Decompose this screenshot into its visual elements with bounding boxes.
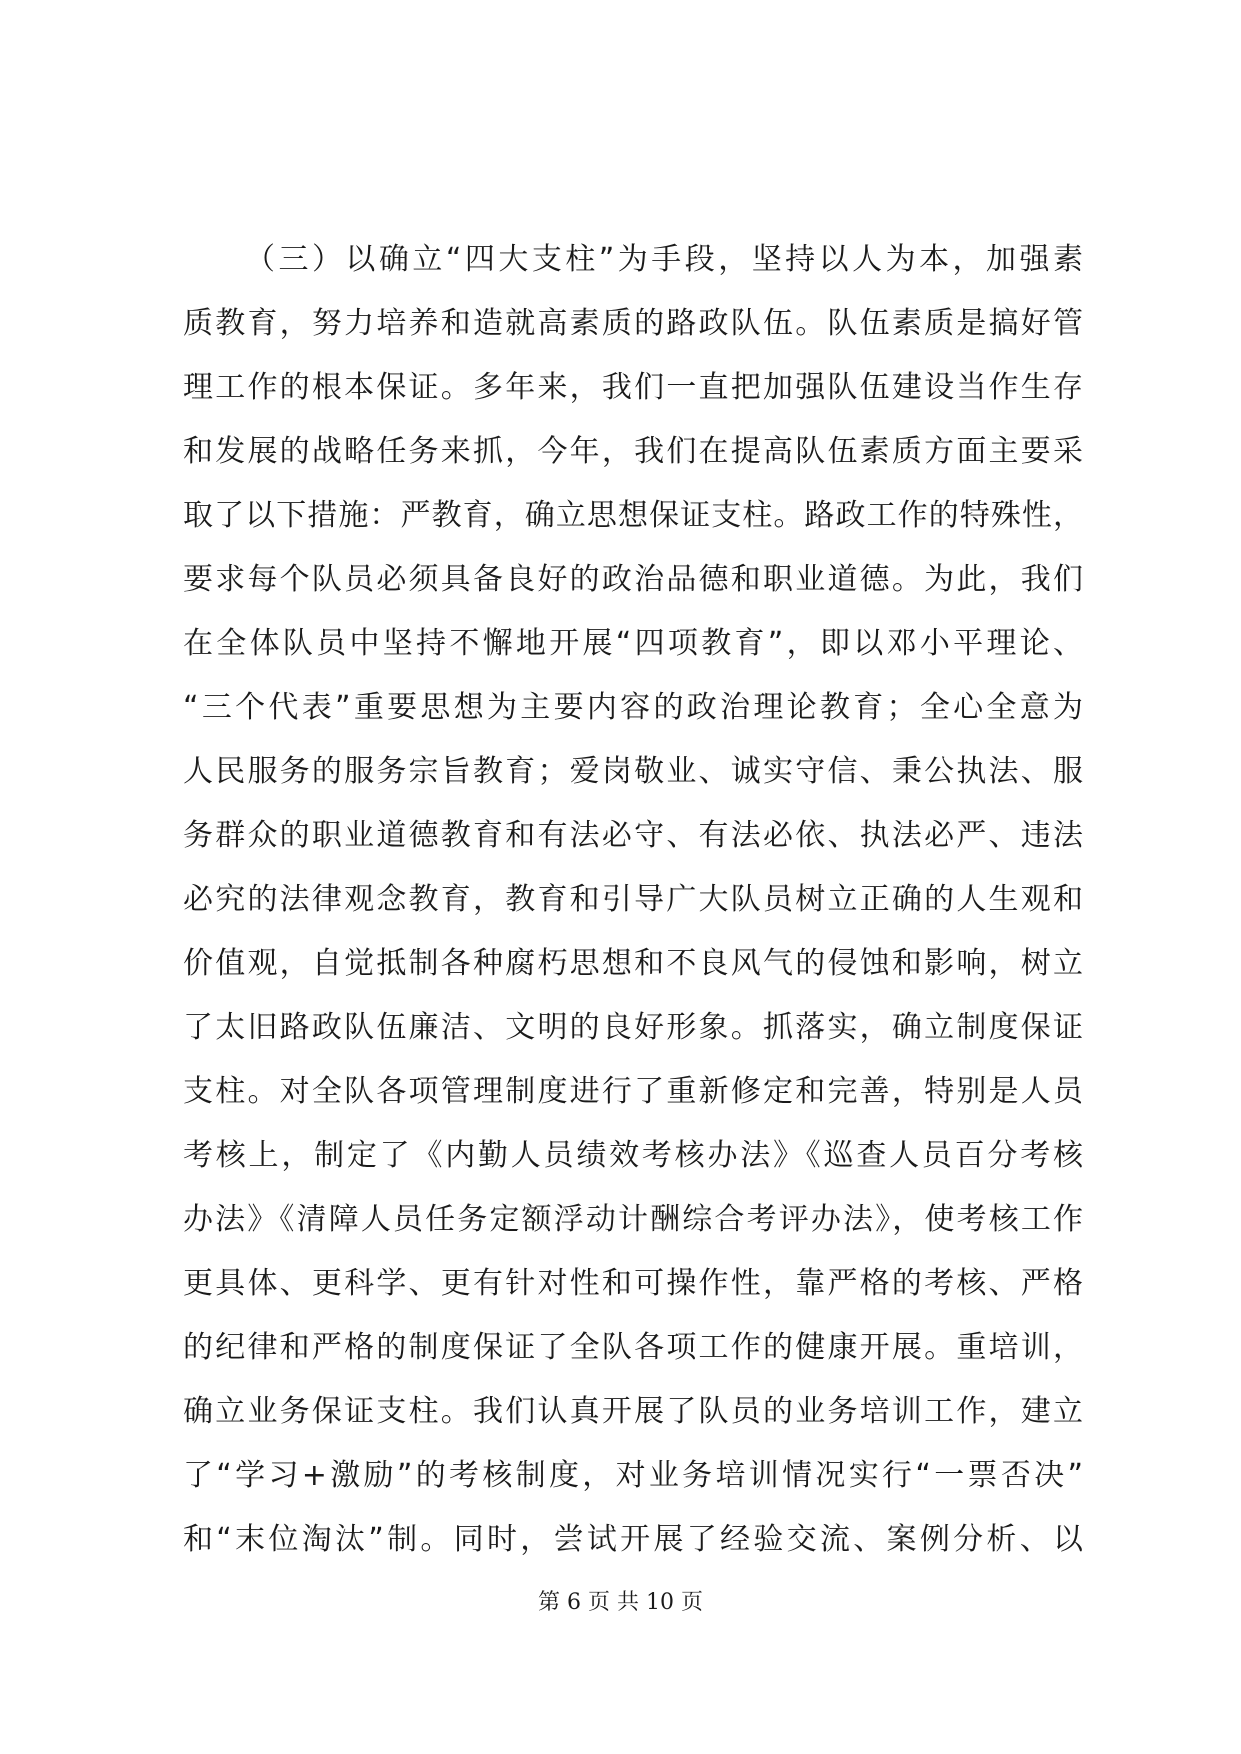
paragraph-line: “三个代表”重要思想为主要内容的政治理论教育；全心全意为 bbox=[183, 690, 1083, 725]
paragraph-line: 必究的法律观念教育，教育和引导广大队员树立正确的人生观和 bbox=[183, 882, 1083, 917]
paragraph-line: 了太旧路政队伍廉洁、文明的良好形象。抓落实，确立制度保证 bbox=[183, 1010, 1083, 1045]
paragraph-line: 在全体队员中坚持不懈地开展“四项教育”，即以邓小平理论、 bbox=[183, 626, 1083, 661]
paragraph-line: （三）以确立“四大支柱”为手段，坚持以人为本，加强素 bbox=[245, 242, 1083, 277]
paragraph-line: 取了以下措施：严教育，确立思想保证支柱。路政工作的特殊性， bbox=[183, 498, 1083, 533]
paragraph-line: 更具体、更科学、更有针对性和可操作性，靠严格的考核、严格 bbox=[183, 1266, 1083, 1301]
paragraph-line: 理工作的根本保证。多年来，我们一直把加强队伍建设当作生存 bbox=[183, 370, 1083, 405]
paragraph-line: 质教育，努力培养和造就高素质的路政队伍。队伍素质是搞好管 bbox=[183, 306, 1083, 341]
body-paragraph bbox=[183, 228, 1083, 1572]
paragraph-line: 和“末位淘汰”制。同时，尝试开展了经验交流、案例分析、以 bbox=[183, 1522, 1083, 1557]
paragraph-line: 了“学习+激励”的考核制度，对业务培训情况实行“一票否决” bbox=[183, 1458, 1083, 1493]
paragraph-line: 考核上，制定了《内勤人员绩效考核办法》《巡查人员百分考核 bbox=[183, 1138, 1083, 1173]
paragraph-line: 务群众的职业道德教育和有法必守、有法必依、执法必严、违法 bbox=[183, 818, 1083, 853]
paragraph-line: 办法》《清障人员任务定额浮动计酬综合考评办法》，使考核工作 bbox=[183, 1202, 1083, 1237]
paragraph-line: 价值观，自觉抵制各种腐朽思想和不良风气的侵蚀和影响，树立 bbox=[183, 946, 1083, 981]
page-number-footer: 第 6 页 共 10 页 bbox=[538, 1590, 703, 1615]
paragraph-line: 支柱。对全队各项管理制度进行了重新修定和完善，特别是人员 bbox=[183, 1074, 1083, 1109]
paragraph-line: 人民服务的服务宗旨教育；爱岗敬业、诚实守信、秉公执法、服 bbox=[183, 754, 1083, 789]
paragraph-line: 确立业务保证支柱。我们认真开展了队员的业务培训工作，建立 bbox=[183, 1394, 1083, 1429]
paragraph-line: 要求每个队员必须具备良好的政治品德和职业道德。为此，我们 bbox=[183, 562, 1083, 597]
paragraph-line: 和发展的战略任务来抓，今年，我们在提高队伍素质方面主要采 bbox=[183, 434, 1083, 469]
paragraph-line: 的纪律和严格的制度保证了全队各项工作的健康开展。重培训， bbox=[183, 1330, 1083, 1365]
